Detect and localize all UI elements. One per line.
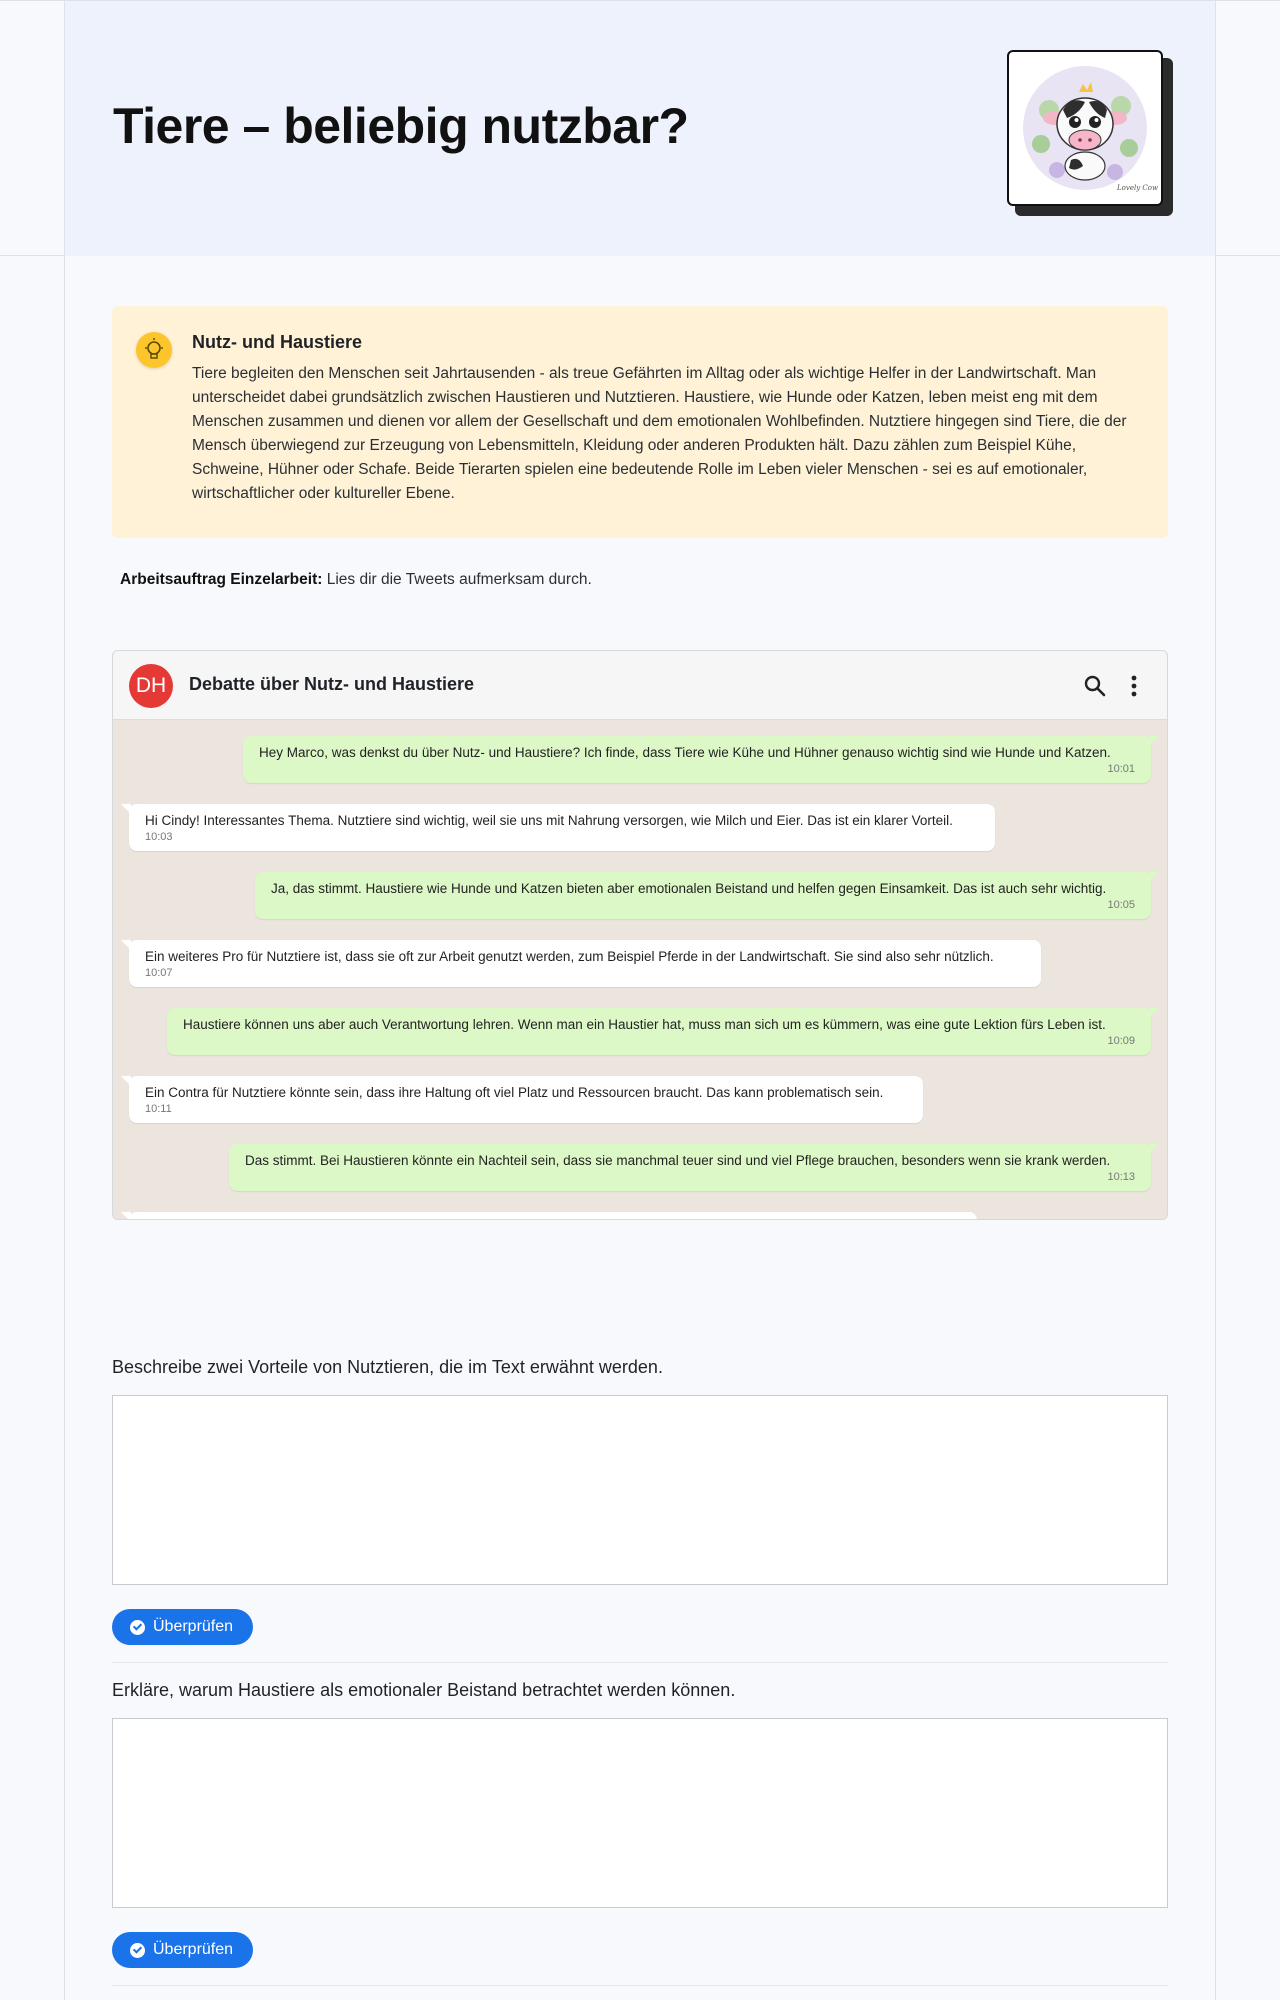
message-time: 10:11 [145,1103,172,1115]
message-outgoing [255,872,1151,919]
message-text: Ja, das stimmt. Haustiere wie Hunde und Katzen bieten aber emotionalen Beistand und helfen gegen Einsamkeit. Das ist auch sehr wichtig. [271,881,1107,896]
info-box [112,306,1168,538]
message-text: Ein weiteres Pro für Nutztiere ist, dass sie oft zur Arbeit genutzt werden, zum Beispiel Pferde in der Landwirtschaft. Sie sind also sehr nützlich. [145,949,994,964]
divider [112,1985,1168,1986]
check-button-label: Überprüfen [153,1941,234,1958]
question-label: Erkläre, warum Haustiere als emotionaler Beistand betrachtet werden können. [112,1680,736,1700]
task-instruction [120,571,592,589]
info-title: Nutz- und Haustiere [192,332,363,352]
message-time: 10:03 [145,831,173,843]
check-button[interactable] [112,1609,253,1645]
more-options-icon[interactable] [1127,673,1141,699]
cow-logo-icon [1009,52,1161,204]
message-incoming [129,804,995,851]
message-time: 10:01 [1107,763,1135,775]
message-outgoing [167,1008,1151,1055]
check-button-label: Überprüfen [153,1618,234,1635]
message-time: 10:13 [1107,1171,1135,1183]
info-text: Tiere begleiten den Menschen seit Jahrtausenden - als treue Gefährten im Alltag oder als wichtige Helfer in der Landwirtschaft. Man unterscheidet dabei grundsätzlich zwischen Haustieren und Nutztieren. Haustiere, wie Hunde oder Katzen, leben meist eng mit dem Menschen zusammen und dienen vor allem der Gesellschaft und dem emotionalen Wohlbefinden. Nutztiere hingegen sind Tiere, die der Mensch überwiegend zur Erzeugung von Lebensmitteln, Kleidung oder anderen Produkten hält. Dazu zählen zum Beispiel Kühe, Schweine, Hühner oder Schafe. Beide Tierarten spielen eine bedeutende Rolle im Leben vieler Menschen - sei es auf emotionaler, wirtschaftlicher oder kultureller Ebene. [192,365,1127,502]
chat-header [113,651,1167,720]
message-outgoing [243,736,1151,783]
chat-window [112,650,1168,1220]
task-label: Arbeitsauftrag Einzelarbeit: [120,571,323,588]
chat-title: Debatte über Nutz- und Haustiere [189,674,475,694]
divider [112,1662,1168,1663]
page-frame-left [64,0,65,2000]
page-frame-right [1215,0,1216,2000]
answer-textarea[interactable] [112,1395,1168,1585]
check-circle-icon [130,1943,145,1958]
logo-image [1007,50,1163,206]
message-outgoing [229,1144,1151,1191]
message-time: 10:05 [1107,899,1135,911]
check-circle-icon [130,1620,145,1635]
page-header [0,0,1280,256]
message-time: 10:09 [1107,1035,1135,1047]
question-label: Beschreibe zwei Vorteile von Nutztieren, die im Text erwähnt werden. [112,1357,663,1377]
message-list[interactable] [113,720,1167,1220]
lightbulb-icon [136,332,172,368]
logo [1007,50,1175,218]
avatar: DH [129,664,173,708]
message-incoming-partial [129,1212,977,1220]
answer-textarea[interactable] [112,1718,1168,1908]
search-icon[interactable] [1082,673,1108,699]
page-title: Tiere – beliebig nutzbar? [113,98,689,154]
logo-signature: Lovely Cow [1117,184,1158,192]
message-text: Ein Contra für Nutztiere könnte sein, dass ihre Haltung oft viel Platz und Ressourcen braucht. Das kann problematisch sein. [145,1085,884,1100]
message-incoming [129,940,1041,987]
message-time: 10:07 [145,967,173,979]
task-text: Lies dir die Tweets aufmerksam durch. [322,571,592,588]
check-button[interactable] [112,1932,253,1968]
message-text: Das stimmt. Bei Haustieren könnte ein Nachteil sein, dass sie manchmal teuer sind und viel Pflege brauchen, besonders wenn sie krank werden. [245,1153,1111,1168]
message-text: Haustiere können uns aber auch Verantwortung lehren. Wenn man ein Haustier hat, muss man sich um es kümmern, was eine gute Lektion fürs Leben ist. [183,1017,1106,1032]
message-text: Hey Marco, was denkst du über Nutz- und Haustiere? Ich finde, dass Tiere wie Kühe und Hühner genauso wichtig sind wie Hunde und Katzen. [259,745,1111,760]
message-text: Hi Cindy! Interessantes Thema. Nutztiere sind wichtig, weil sie uns mit Nahrung versorgen, wie Milch und Eier. Das ist ein klarer Vorteil. [145,813,953,828]
message-incoming [129,1076,923,1123]
